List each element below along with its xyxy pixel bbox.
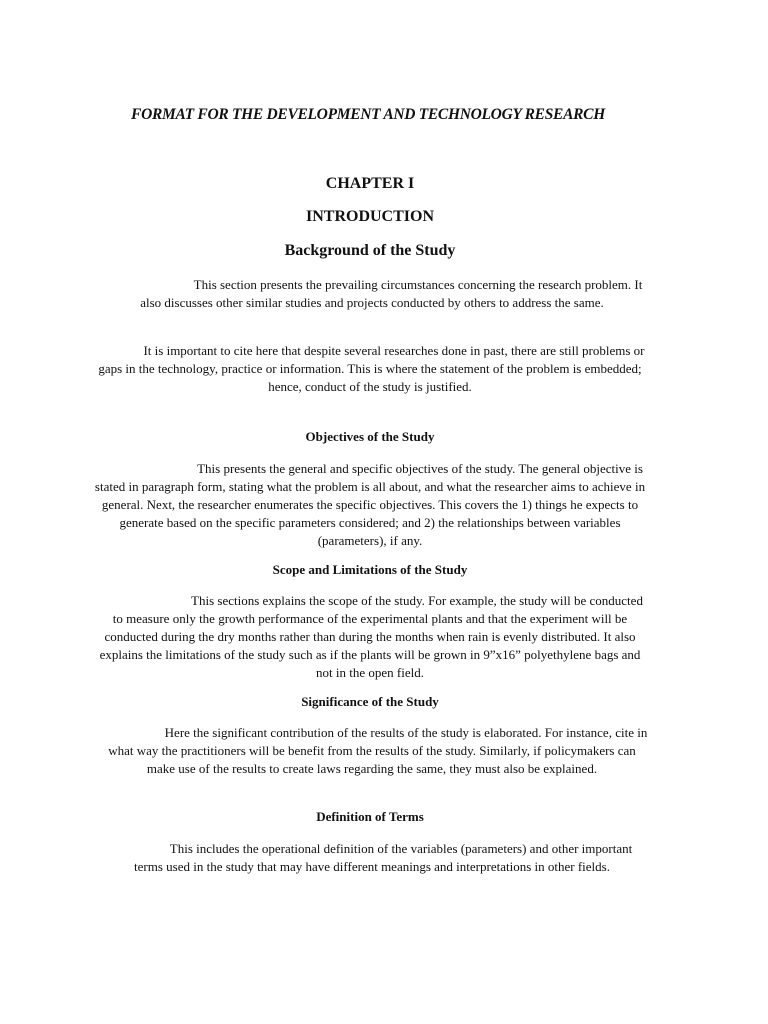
definitions-heading: Definition of Terms — [316, 809, 424, 824]
background-paragraph-2: It is important to cite here that despite several researches done in past, there are still problems or gaps in the technology, practice or information. This is where the statement of the problem is embedded; hence, conduct of the study is justified. — [98, 343, 645, 394]
scope-heading: Scope and Limitations of the Study — [272, 562, 468, 577]
background-heading: Background of the Study — [284, 242, 456, 259]
objectives-paragraph: This presents the general and specific objectives of the study. The general objective is stated in paragraph form, stating what the problem is all about, and what the researcher aims to achieve in general. Next, the researcher enumerates the specific objectives. This covers the 1) things he expects to generate based on the specific parameters considered; and 2) the relationships between variables (parameters), if any. — [94, 461, 646, 548]
significance-heading: Significance of the Study — [301, 694, 439, 709]
significance-paragraph: Here the significant contribution of the results of the study is elaborated. For instance, cite in what way the practitioners will be benefit from the results of the study. Similarly, if policymakers can make use of the results to create laws regarding the same, they must also be explained. — [108, 725, 648, 776]
chapter-title: INTRODUCTION — [305, 208, 434, 225]
scope-paragraph: This sections explains the scope of the study. For example, the study will be conducted to measure only the growth performance of the experimental plants and that the experiment will be conducted during the dry months rather than during the months when rain is evenly distributed. It also explains the limitations of the study such as if the plants will be grown in 9”x16” polyethylene bags and not in the open field. — [99, 593, 643, 680]
document-title: FORMAT FOR THE DEVELOPMENT AND TECHNOLOGY RESEARCH — [131, 106, 605, 123]
definitions-paragraph: This includes the operational definition of the variables (parameters) and other important terms used in the study that may have different meanings and interpretations in other fields. — [134, 841, 633, 874]
background-paragraph-1: This section presents the prevailing circumstances concerning the research problem. It also discusses other similar studies and projects conducted by others to address the same. — [140, 277, 643, 310]
chapter-number: CHAPTER I — [325, 175, 415, 192]
objectives-heading: Objectives of the Study — [305, 429, 435, 444]
